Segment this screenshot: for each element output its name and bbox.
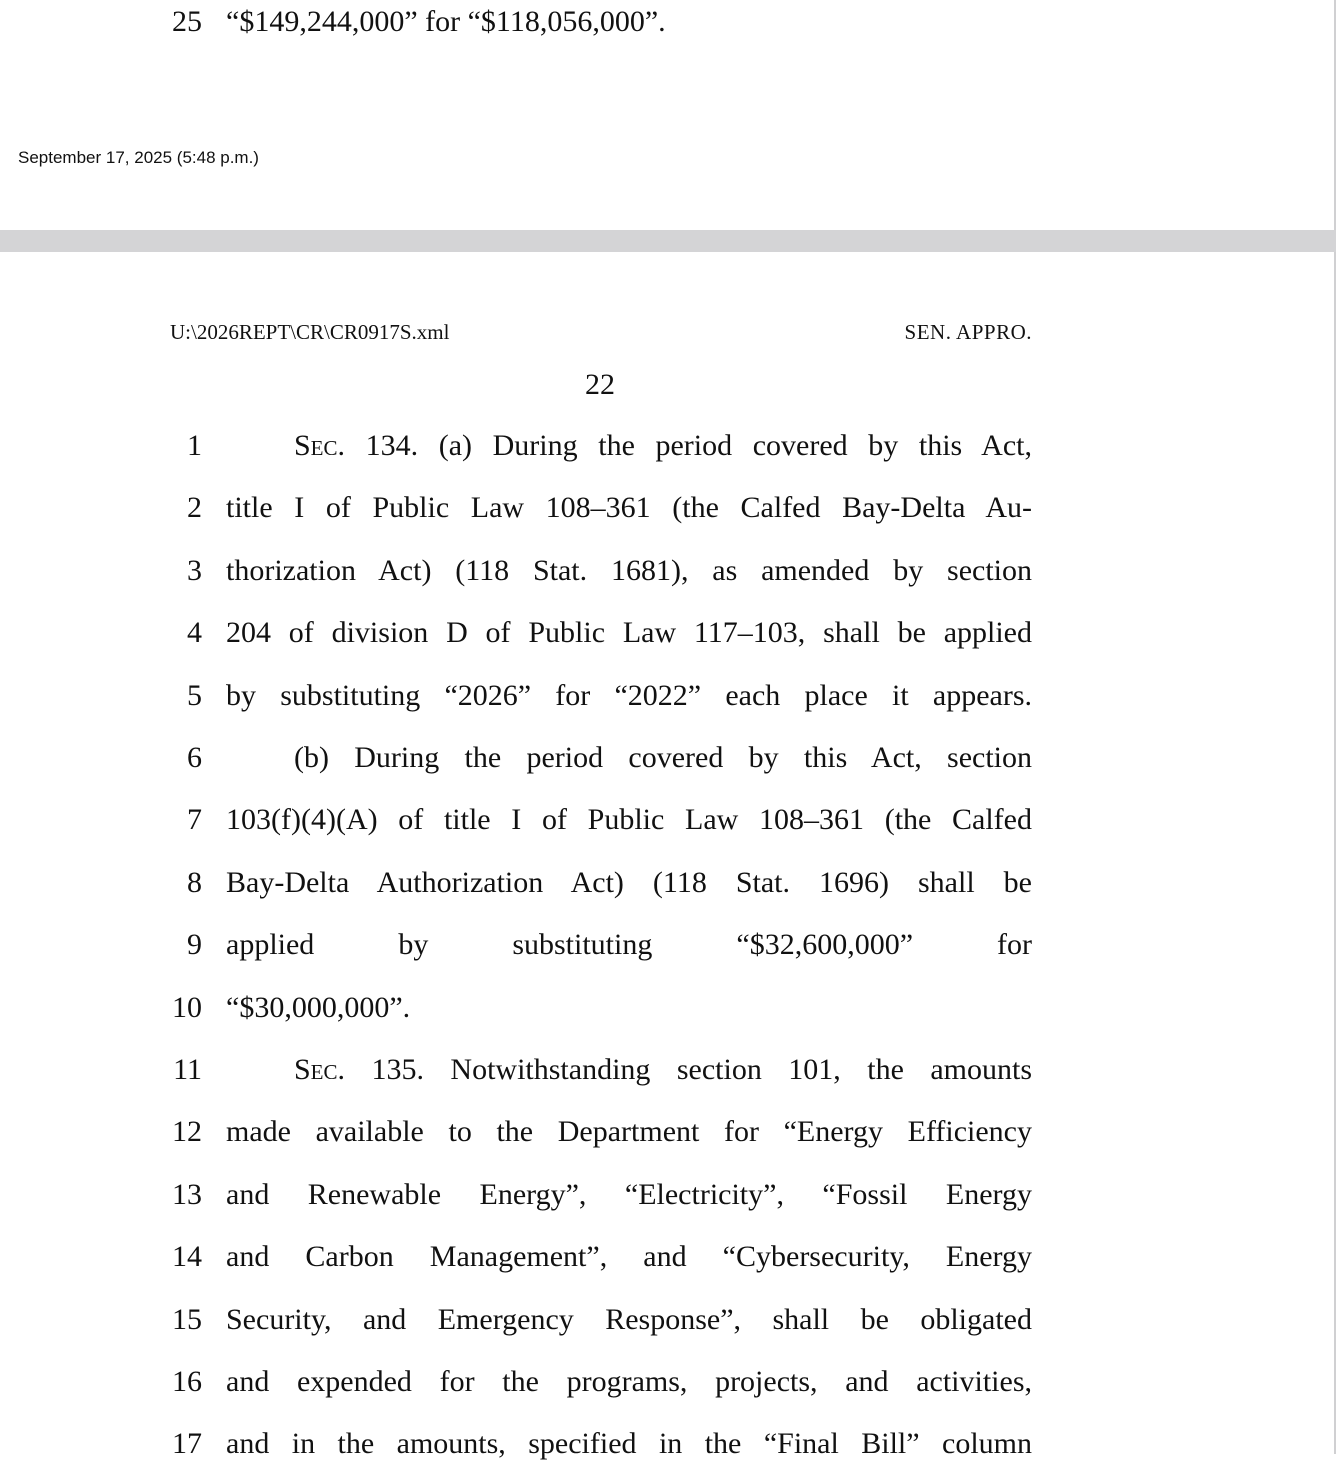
line-text-rest: 135. Notwithstanding section 101, the amounts [345,1053,1032,1086]
line-text: Security, and Emergency Response”, shall be obligated [226,1302,1032,1336]
line-number: 17 [172,1427,202,1461]
line-text: and Carbon Management”, and “Cybersecurity, Energy [226,1240,1032,1274]
line-text: title I of Public Law 108–361 (the Calfed Bay-Delta Au- [226,491,1032,525]
line-number: 14 [172,1240,202,1274]
line-number: 5 [187,678,202,712]
line-text: and Renewable Energy”, “Electricity”, “Fossil Energy [226,1177,1032,1211]
line-text: 204 of division D of Public Law 117–103, shall be applied [226,616,1032,650]
line-number: 4 [187,616,202,650]
line-text: “$30,000,000”. [226,990,411,1024]
line-text: (b) During the period covered by this Act, section [294,741,1032,774]
line-text: Bay-Delta Authorization Act) (118 Stat. 1696) shall be [226,865,1032,899]
line-text [294,1050,1032,1090]
line-number: 9 [187,928,202,962]
page-separator [0,230,1336,252]
line-number: 15 [172,1302,202,1336]
line-number: 2 [187,491,202,525]
line-number: 11 [173,1053,202,1086]
line-number: 16 [172,1365,202,1398]
section-label: Sec. [294,429,346,462]
section-label: Sec. [294,1053,346,1086]
line-number: 8 [187,865,202,899]
line-text: 103(f)(4)(A) of title I of Public Law 108–361 (the Calfed [226,803,1032,837]
committee-label: SEN. APPRO. [904,320,1032,344]
line-number: 1 [187,429,202,462]
file-path: U:\2026REPT\CR\CR0917S.xml [170,320,450,344]
line-text: and in the amounts, specified in the “Final Bill” column [226,1427,1032,1461]
line-text: made available to the Department for “Energy Efficiency [226,1115,1032,1149]
line-text: applied by substituting “$32,600,000” for [226,928,1032,962]
timestamp: September 17, 2025 (5:48 p.m.) [18,148,259,167]
line-number: 13 [172,1177,202,1211]
line-number: 7 [187,803,202,837]
line-text: “$149,244,000” for “$118,056,000”. [226,5,666,38]
line-number: 25 [172,5,202,38]
line-text-rest: 134. (a) During the period covered by this Act, [345,429,1032,462]
page-number: 22 [585,368,615,401]
line-number: 10 [172,990,202,1024]
line-number: 12 [172,1115,202,1149]
line-text: by substituting “2026” for “2022” each place it appears. [226,678,1032,712]
line-number: 3 [187,553,202,587]
line-number: 6 [187,741,202,774]
line-text [294,426,1032,466]
line-text: and expended for the programs, projects, and activities, [226,1365,1032,1398]
line-text: thorization Act) (118 Stat. 1681), as amended by section [226,553,1032,587]
